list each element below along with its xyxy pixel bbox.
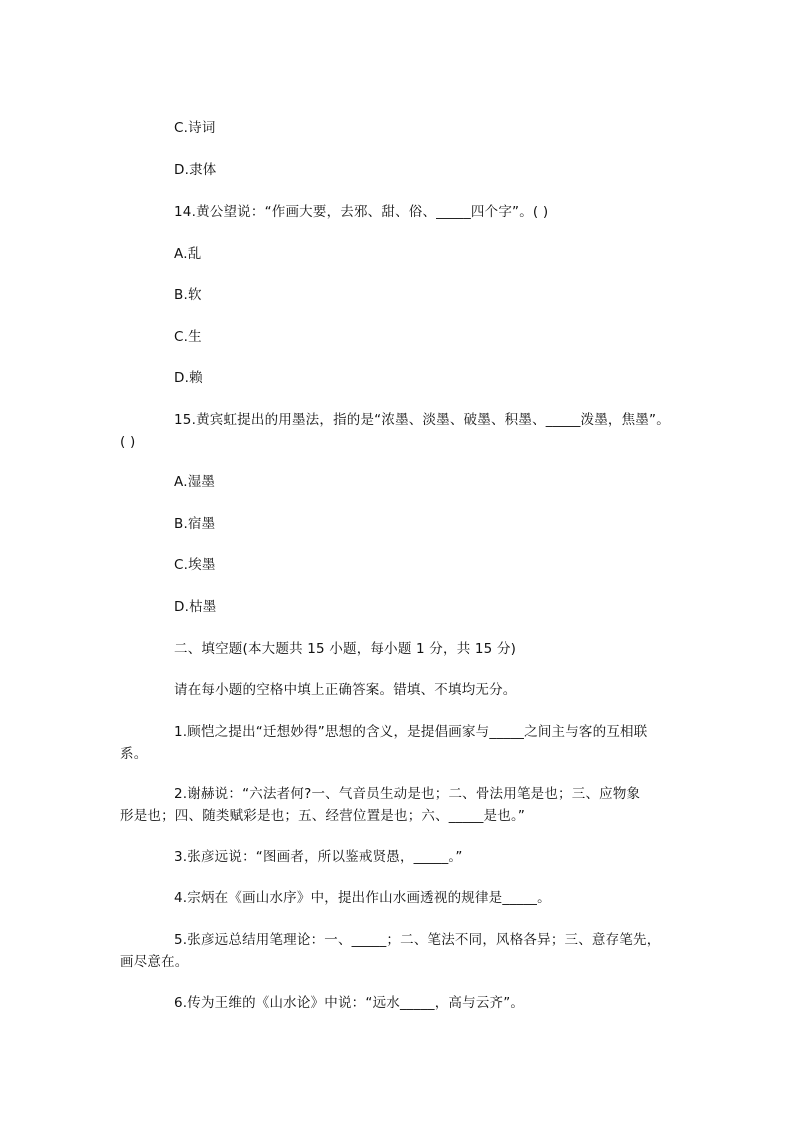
fill-q1-line1: 1.顾恺之提出“迁想妙得”思想的含义，是提倡画家与_____之间主与客的互相联 [174,724,648,740]
fill-q2-line1: 2.谢赫说：“六法者何?一、气音员生动是也；二、骨法用笔是也；三、应物象 [174,786,641,802]
q13-option-c: C.诗词 [174,120,216,136]
fill-q5-line1: 5.张彦远总结用笔理论：一、_____；二、笔法不同，风格各异；三、意存笔先， [174,932,661,948]
q15-option-d: D.枯墨 [174,599,217,615]
fill-q1-line2: 系。 [120,746,148,762]
q13-option-d: D.隶体 [174,162,217,178]
q14-option-b: B.软 [174,287,202,303]
q15-option-b: B.宿墨 [174,516,216,532]
q14-option-a: A.乱 [174,246,202,262]
q15-option-a: A.湿墨 [174,474,216,490]
q15-stem-line1: 15.黄宾虹提出的用墨法，指的是“浓墨、淡墨、破墨、积墨、_____泼墨，焦墨”。 [174,412,670,428]
section2-instruction: 请在每小题的空格中填上正确答案。错填、不填均无分。 [174,682,517,698]
fill-q2-line2: 形是也；四、随类赋彩是也；五、经营位置是也；六、_____是也。” [120,808,526,824]
q15-stem-line2: ( ) [120,434,136,450]
q14-option-d: D.赖 [174,370,203,386]
q14-option-c: C.生 [174,329,202,345]
section2-heading: 二、填空题(本大题共 15 小题，每小题 1 分，共 15 分) [174,641,517,657]
fill-q6: 6.传为王维的《山水论》中说：“远水_____，高与云齐”。 [174,995,525,1011]
fill-q4: 4.宗炳在《画山水序》中，提出作山水画透视的规律是_____。 [174,890,551,906]
fill-q5-line2: 画尽意在。 [120,954,189,970]
q15-option-c: C.埃墨 [174,557,216,573]
fill-q3: 3.张彦远说：“图画者，所以鉴戒贤愚，_____。” [174,849,463,865]
q14-stem: 14.黄公望说：“作画大要，去邪、甜、俗、_____四个字”。( ) [174,204,549,220]
